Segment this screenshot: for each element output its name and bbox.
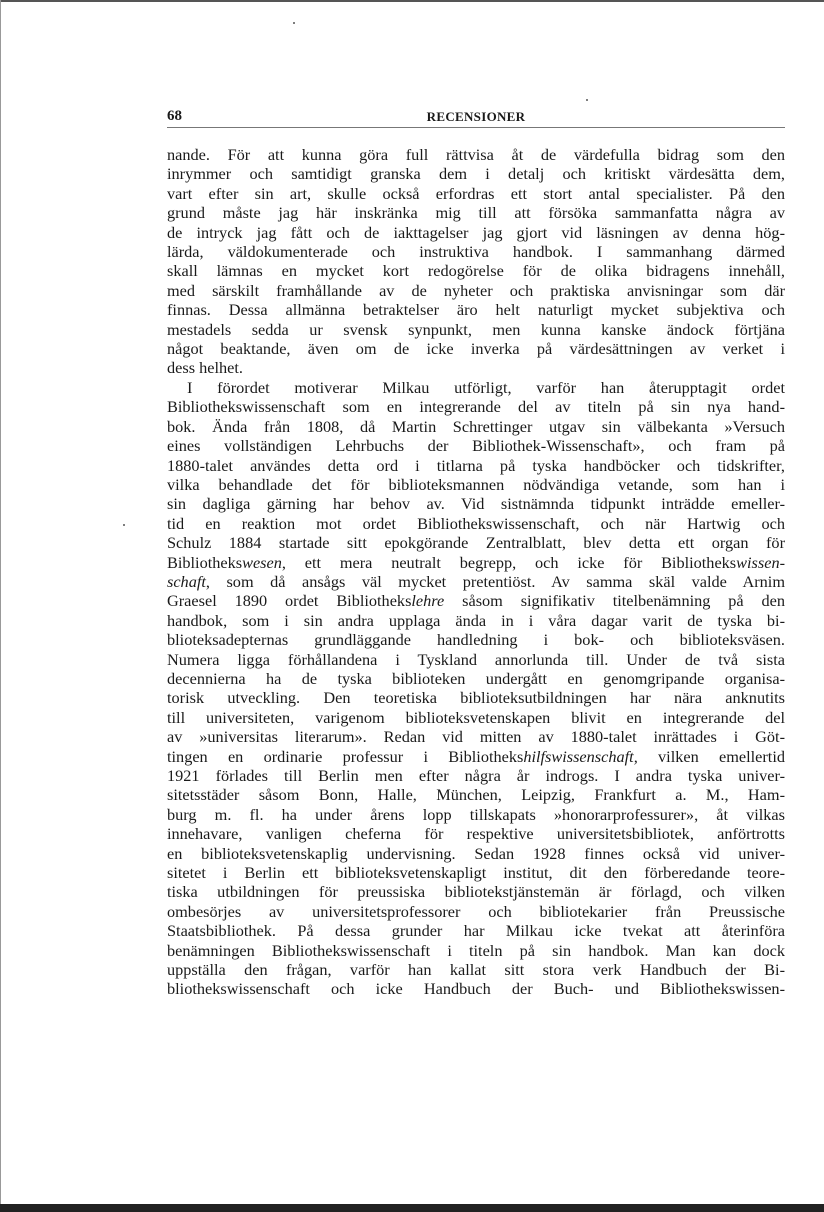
text-segment: inrymmer och samtidigt granska dem i detalj och kritiskt värdesätta dem, <box>167 164 785 184</box>
text-segment: blioteksadepternas grundläggande handledning i bok- och biblioteksväsen. <box>167 630 785 650</box>
text-segment: bok. Ända från 1808, då Martin Schrettinger utgav sin välbekanta »Versuch <box>167 416 785 436</box>
text-line <box>167 921 785 940</box>
text-segment: I förordet motiverar Milkau utförligt, varför han återupptagit ordet <box>187 377 785 397</box>
text-segment: Graesel 1890 ordet Bibliotheks <box>167 591 412 611</box>
text-line <box>167 805 785 824</box>
text-segment: Schulz 1884 startade sitt epokgörande Zentralblatt, blev detta ett organ för <box>167 533 785 553</box>
text-line <box>167 533 785 552</box>
text-line <box>167 184 785 203</box>
text-segment: sitetsstäder såsom Bonn, Halle, München, Leipzig, Frankfurt a. M., Ham- <box>167 785 785 805</box>
text-line <box>167 747 785 766</box>
text-segment: Bibliothekswissenschaft som en integrerande del av titeln på sin nya hand- <box>167 397 785 417</box>
text-segment: de intryck jag fått och de iakttagelser jag gjort vid läsningen av denna hög- <box>167 222 785 242</box>
italic-text: hilfswissenschaft, <box>523 746 638 766</box>
text-line <box>167 261 785 280</box>
text-line <box>167 164 785 183</box>
text-line <box>167 902 785 921</box>
text-segment: Bibliotheks <box>167 552 243 572</box>
text-segment: skall lämnas en mycket kort redogörelse för de olika bidragens innehåll, <box>167 261 785 281</box>
text-segment: såsom signifikativ titelbenämning på den <box>444 591 785 611</box>
scan-bottom-edge <box>0 1204 824 1212</box>
text-line <box>167 417 785 436</box>
text-segment: ombesörjes av universitetsprofessorer och bibliotekarier från Preussische <box>167 901 785 921</box>
text-segment: av »universitas literarum». Redan vid mitten av 1880-talet inrättades i Göt- <box>167 727 785 747</box>
text-segment: eines vollständigen Lehrbuchs der Bibliothek-Wissenschaft», och fram på <box>167 436 785 456</box>
text-segment: , ett mera neutralt begrepp, och icke för Bibliotheks <box>281 552 737 572</box>
text-segment: innehavare, vanligen cheferna för respektive universitetsbibliotek, anförtrotts <box>167 824 785 844</box>
text-segment: lärda, väldokumenterade och instruktiva handbok. I sammanhang därmed <box>167 242 785 262</box>
scan-left-edge <box>0 0 1 1212</box>
scan-speck <box>293 22 295 24</box>
text-segment: handbok, som i sin andra upplaga ända in i våra dagar varit de tyska bi- <box>167 610 785 630</box>
text-segment: nande. För att kunna göra full rättvisa åt de värdefulla bidrag som den <box>167 145 785 164</box>
text-line <box>167 397 785 416</box>
text-line <box>167 766 785 785</box>
text-line <box>167 844 785 863</box>
text-line <box>167 203 785 222</box>
text-segment: något beaktande, även om de icke inverka på värdesättningen av verket i <box>167 339 785 359</box>
text-line <box>167 223 785 242</box>
text-line <box>167 300 785 319</box>
text-segment: dess helhet. <box>167 358 243 378</box>
italic-text: wissen- <box>736 552 785 572</box>
text-segment: grund måste jag här inskränka mig till att försöka sammanfatta några av <box>167 203 785 223</box>
text-segment: bliothekswissenschaft och icke Handbuch der Buch- und Bibliothekswissen- <box>167 979 785 999</box>
text-line <box>167 611 785 630</box>
scan-top-edge <box>0 0 824 2</box>
text-line <box>167 339 785 358</box>
text-segment: till universiteten, varigenom biblioteksvetenskapen blivit en integrerande del <box>167 707 785 727</box>
text-line <box>167 591 785 610</box>
text-segment: tiska utbildningen för preussiska bibliotekstjänstemän är förlagd, och vilken <box>167 882 785 902</box>
text-line <box>167 688 785 707</box>
text-line <box>167 553 785 572</box>
text-segment: vilka behandlade det för biblioteksmannen nödvändiga vetande, som han i <box>167 474 785 494</box>
text-segment: tingen en ordinarie professur i Bibliotheks <box>167 746 524 766</box>
text-segment: torisk utveckling. Den teoretiska biblioteksutbildningen har nära anknutits <box>167 688 785 708</box>
page-number: 68 <box>167 108 182 124</box>
text-segment: Staatsbibliothek. På dessa grunder har Milkau icke tvekat att återinföra <box>167 921 785 941</box>
text-line <box>167 979 785 998</box>
text-segment: , som då ansågs väl mycket pretentiöst. Av samma skäl valde Arnim <box>205 571 785 591</box>
italic-text: wesen <box>242 552 282 572</box>
text-line <box>167 572 785 591</box>
italic-text: schaft <box>167 571 206 591</box>
text-line <box>167 708 785 727</box>
text-segment: sin dagliga gärning har behov av. Vid sistnämnda tidpunkt inträdde emeller- <box>167 494 785 514</box>
text-segment: 1921 förlades till Berlin men efter några år indrogs. I andra tyska univer- <box>167 766 785 785</box>
text-line <box>167 863 785 882</box>
text-segment: sitetet i Berlin ett biblioteksvetenskapligt institut, dit den förberedande teore- <box>167 863 785 883</box>
text-segment: 1880-talet användes detta ord i titlarna på tyska handböcker och tidskrifter, <box>167 455 785 475</box>
text-line <box>167 320 785 339</box>
text-line <box>167 281 785 300</box>
text-segment: med särskilt framhållande av de nyheter och praktiska anvisningar som där <box>167 280 785 300</box>
text-segment: finnas. Dessa allmänna betraktelser äro helt naturligt mycket subjektiva och <box>167 300 785 320</box>
text-segment: mestadels sedda ur svensk synpunkt, men kunna kanske ändock förtjäna <box>167 319 785 339</box>
running-title: RECENSIONER <box>426 109 526 124</box>
text-line <box>167 456 785 475</box>
text-line <box>167 824 785 843</box>
text-line <box>167 960 785 979</box>
scan-speck <box>586 99 588 101</box>
text-segment: decennierna ha de tyska biblioteken undergått en genomgripande organisa- <box>167 668 785 688</box>
text-segment: vilken emellertid <box>637 746 785 766</box>
text-line <box>167 650 785 669</box>
text-segment: Numera ligga förhållandena i Tyskland annorlunda till. Under de två sista <box>167 649 785 669</box>
text-line <box>167 882 785 901</box>
text-segment: uppställa den frågan, varför han kallat sitt stora verk Handbuch der Bi- <box>167 960 785 980</box>
text-line <box>167 145 785 164</box>
text-line <box>167 436 785 455</box>
page-header <box>167 108 785 128</box>
text-line <box>167 941 785 960</box>
text-line <box>167 494 785 513</box>
text-line <box>167 630 785 649</box>
scan-speck <box>123 524 125 526</box>
header-rule <box>167 127 785 128</box>
text-line <box>167 785 785 804</box>
text-line <box>167 475 785 494</box>
body-text <box>167 145 785 999</box>
italic-text: lehre <box>411 591 445 611</box>
text-line <box>167 242 785 261</box>
text-segment: vart efter sin art, skulle också erfordras ett stort antal specialister. På den <box>167 183 785 203</box>
text-segment: benämningen Bibliothekswissenschaft i titeln på sin handbok. Man kan dock <box>167 940 785 960</box>
text-line <box>167 358 785 377</box>
text-line <box>167 669 785 688</box>
text-segment: tid en reaktion mot ordet Bibliothekswissenschaft, och när Hartwig och <box>167 513 785 533</box>
text-segment: burg m. fl. ha under årens lopp tillskapats »honorarprofessurer», åt vilkas <box>167 804 785 824</box>
text-line <box>167 727 785 746</box>
text-line <box>167 514 785 533</box>
text-segment: en biblioteksvetenskaplig undervisning. Sedan 1928 finnes också vid univer- <box>167 843 785 863</box>
text-line <box>167 378 785 397</box>
